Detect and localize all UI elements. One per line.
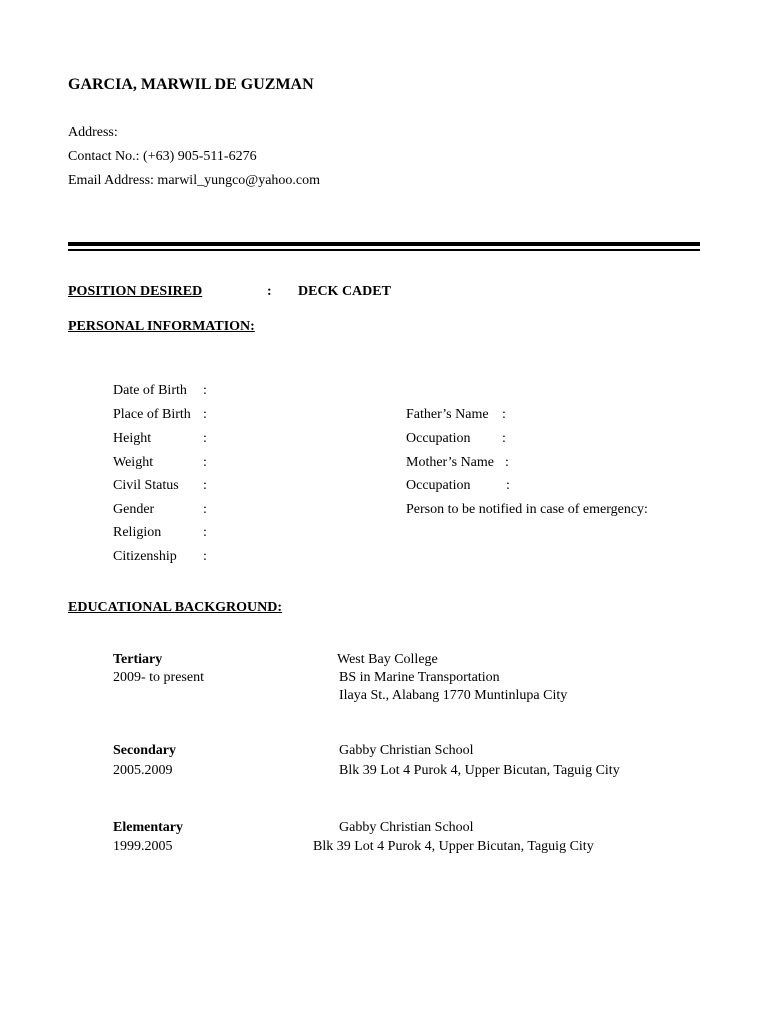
field-colon: :: [502, 431, 506, 446]
field-label-citizenship: Citizenship: [113, 549, 177, 564]
personal-info-heading: PERSONAL INFORMATION:: [68, 319, 255, 334]
field-label-father-occupation: Occupation: [406, 431, 471, 446]
education-years-tertiary: 2009- to present: [113, 670, 204, 685]
field-colon: :: [505, 455, 509, 470]
field-label-religion: Religion: [113, 525, 162, 540]
education-address-elementary: Blk 39 Lot 4 Purok 4, Upper Bicutan, Taguig City: [313, 839, 594, 854]
field-colon: :: [203, 431, 207, 446]
position-desired-value: DECK CADET: [298, 284, 391, 299]
field-colon: :: [203, 549, 207, 564]
field-label-mothers-name: Mother’s Name: [406, 455, 494, 470]
field-colon: :: [502, 407, 506, 422]
education-level-elementary: Elementary: [113, 820, 183, 835]
education-level-tertiary: Tertiary: [113, 652, 163, 667]
position-desired-colon: :: [267, 284, 272, 299]
field-label-date-of-birth: Date of Birth: [113, 383, 187, 398]
field-label-civil-status: Civil Status: [113, 478, 179, 493]
education-school-elementary: Gabby Christian School: [339, 820, 474, 835]
position-desired-label: POSITION DESIRED: [68, 284, 203, 299]
field-colon: :: [203, 502, 207, 517]
education-address-tertiary: Ilaya St., Alabang 1770 Muntinlupa City: [339, 688, 568, 703]
field-colon: :: [506, 478, 510, 493]
field-colon: :: [203, 455, 207, 470]
education-school-secondary: Gabby Christian School: [339, 743, 474, 758]
field-label-place-of-birth: Place of Birth: [113, 407, 191, 422]
field-label-weight: Weight: [113, 455, 154, 470]
header-divider-thick: [68, 242, 700, 246]
education-heading: EDUCATIONAL BACKGROUND:: [68, 600, 283, 615]
field-colon: :: [203, 478, 207, 493]
header-divider-thin: [68, 249, 700, 251]
applicant-name: GARCIA, MARWIL DE GUZMAN: [68, 76, 314, 93]
education-address-secondary: Blk 39 Lot 4 Purok 4, Upper Bicutan, Taguig City: [339, 763, 620, 778]
education-years-elementary: 1999.2005: [113, 839, 173, 854]
address-label: Address:: [68, 125, 118, 140]
education-course-tertiary: BS in Marine Transportation: [339, 670, 500, 685]
contact-number: Contact No.: (+63) 905-511-6276: [68, 149, 257, 164]
field-label-height: Height: [113, 431, 152, 446]
field-label-emergency-contact: Person to be notified in case of emergency:: [406, 502, 648, 517]
education-school-tertiary: West Bay College: [337, 652, 438, 667]
email-address: Email Address: marwil_yungco@yahoo.com: [68, 173, 321, 188]
field-label-mother-occupation: Occupation: [406, 478, 471, 493]
education-level-secondary: Secondary: [113, 743, 176, 758]
field-colon: :: [203, 525, 207, 540]
education-years-secondary: 2005.2009: [113, 763, 173, 778]
field-colon: :: [203, 407, 207, 422]
field-label-fathers-name: Father’s Name: [406, 407, 489, 422]
field-label-gender: Gender: [113, 502, 155, 517]
field-colon: :: [203, 383, 207, 398]
